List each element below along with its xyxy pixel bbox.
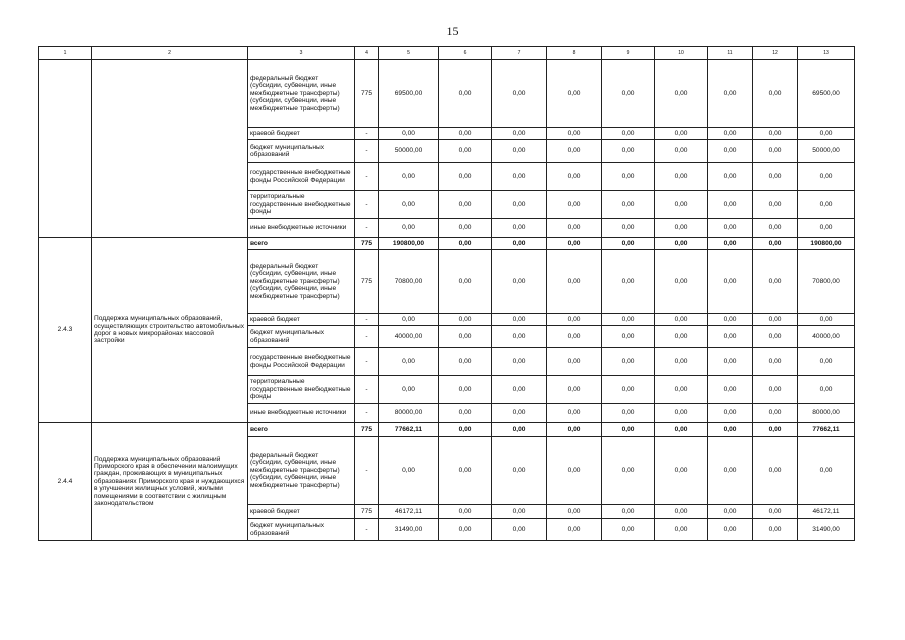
amount-cell: 0,00 — [655, 376, 708, 404]
amount-cell: 0,00 — [379, 219, 439, 238]
amount-cell: 0,00 — [547, 163, 602, 191]
column-header: 5 — [379, 47, 439, 60]
amount-cell: 0,00 — [655, 505, 708, 519]
amount-cell: 0,00 — [753, 60, 798, 128]
budget-table — [38, 46, 855, 541]
amount-cell: 31490,00 — [798, 519, 855, 541]
code-cell: 775 — [355, 238, 379, 250]
amount-cell: 0,00 — [439, 140, 492, 163]
code-cell: - — [355, 376, 379, 404]
funding-source: федеральный бюджет (субсидии, субвенции, иные межбюджетные трансферты) (субсидии, субвенции, иные межбюджетные трансферты) — [248, 60, 355, 128]
amount-cell: 0,00 — [492, 404, 547, 423]
amount-cell: 0,00 — [547, 348, 602, 376]
amount-cell: 0,00 — [655, 238, 708, 250]
amount-cell: 0,00 — [753, 314, 798, 326]
amount-cell: 31490,00 — [379, 519, 439, 541]
column-header: 1 — [39, 47, 92, 60]
amount-cell: 77662,11 — [379, 423, 439, 437]
amount-cell: 0,00 — [655, 404, 708, 423]
amount-cell: 0,00 — [439, 437, 492, 505]
amount-cell: 0,00 — [798, 219, 855, 238]
amount-cell: 0,00 — [492, 238, 547, 250]
amount-cell: 0,00 — [655, 191, 708, 219]
amount-cell: 0,00 — [602, 519, 655, 541]
amount-cell: 0,00 — [753, 219, 798, 238]
amount-cell: 77662,11 — [798, 423, 855, 437]
amount-cell: 0,00 — [708, 348, 753, 376]
code-cell: - — [355, 163, 379, 191]
amount-cell: 0,00 — [439, 314, 492, 326]
amount-cell: 0,00 — [798, 314, 855, 326]
amount-cell: 0,00 — [753, 376, 798, 404]
amount-cell: 0,00 — [753, 437, 798, 505]
funding-source: краевой бюджет — [248, 314, 355, 326]
amount-cell: 0,00 — [602, 423, 655, 437]
amount-cell: 0,00 — [602, 140, 655, 163]
amount-cell: 0,00 — [655, 140, 708, 163]
amount-cell: 0,00 — [753, 505, 798, 519]
amount-cell: 0,00 — [708, 326, 753, 348]
amount-cell: 0,00 — [798, 128, 855, 140]
funding-source: всего — [248, 238, 355, 250]
funding-source: всего — [248, 423, 355, 437]
amount-cell: 0,00 — [439, 348, 492, 376]
amount-cell: 0,00 — [798, 376, 855, 404]
funding-source: государственные внебюджетные фонды Российской Федерации — [248, 163, 355, 191]
column-header: 11 — [708, 47, 753, 60]
amount-cell: 0,00 — [602, 326, 655, 348]
amount-cell: 80000,00 — [798, 404, 855, 423]
amount-cell: 70800,00 — [798, 250, 855, 314]
amount-cell: 0,00 — [753, 140, 798, 163]
amount-cell: 0,00 — [439, 60, 492, 128]
table-row — [39, 60, 855, 128]
funding-source: бюджет муниципальных образований — [248, 140, 355, 163]
amount-cell: 0,00 — [547, 128, 602, 140]
column-header: 8 — [547, 47, 602, 60]
column-header: 7 — [492, 47, 547, 60]
item-name: Поддержка муниципальных образований, осуществляющих строительство автомобильных дорог в новых микрорайонах массовой застройки — [92, 238, 248, 423]
amount-cell: 0,00 — [708, 191, 753, 219]
amount-cell: 0,00 — [547, 191, 602, 219]
amount-cell: 0,00 — [708, 505, 753, 519]
amount-cell: 0,00 — [753, 519, 798, 541]
amount-cell: 0,00 — [708, 423, 753, 437]
amount-cell: 0,00 — [602, 376, 655, 404]
column-header: 9 — [602, 47, 655, 60]
amount-cell: 0,00 — [547, 326, 602, 348]
amount-cell: 0,00 — [798, 348, 855, 376]
amount-cell: 0,00 — [753, 128, 798, 140]
amount-cell: 0,00 — [753, 326, 798, 348]
amount-cell: 0,00 — [379, 314, 439, 326]
item-name — [92, 60, 248, 238]
code-cell: - — [355, 191, 379, 219]
funding-source: территориальные государственные внебюджетные фонды — [248, 376, 355, 404]
amount-cell: 0,00 — [439, 219, 492, 238]
amount-cell: 0,00 — [655, 250, 708, 314]
amount-cell: 0,00 — [602, 505, 655, 519]
amount-cell: 0,00 — [753, 250, 798, 314]
funding-source: федеральный бюджет (субсидии, субвенции, иные межбюджетные трансферты) (субсидии, субвенции, иные межбюджетные трансферты) — [248, 437, 355, 505]
amount-cell: 0,00 — [708, 128, 753, 140]
amount-cell: 0,00 — [602, 348, 655, 376]
amount-cell: 0,00 — [379, 348, 439, 376]
amount-cell: 0,00 — [492, 348, 547, 376]
amount-cell: 0,00 — [439, 191, 492, 219]
amount-cell: 0,00 — [798, 163, 855, 191]
amount-cell: 0,00 — [655, 163, 708, 191]
amount-cell: 0,00 — [602, 60, 655, 128]
amount-cell: 69500,00 — [798, 60, 855, 128]
header-row — [39, 47, 855, 60]
amount-cell: 0,00 — [798, 191, 855, 219]
amount-cell: 0,00 — [798, 437, 855, 505]
amount-cell: 0,00 — [547, 219, 602, 238]
amount-cell: 0,00 — [655, 219, 708, 238]
amount-cell: 0,00 — [708, 140, 753, 163]
amount-cell: 0,00 — [492, 437, 547, 505]
code-cell: - — [355, 314, 379, 326]
amount-cell: 0,00 — [492, 423, 547, 437]
amount-cell: 0,00 — [379, 128, 439, 140]
amount-cell: 0,00 — [708, 238, 753, 250]
amount-cell: 0,00 — [602, 163, 655, 191]
code-cell: - — [355, 326, 379, 348]
amount-cell: 0,00 — [547, 376, 602, 404]
amount-cell: 0,00 — [379, 191, 439, 219]
code-cell: 775 — [355, 505, 379, 519]
code-cell: - — [355, 348, 379, 376]
amount-cell: 0,00 — [379, 163, 439, 191]
amount-cell: 0,00 — [753, 238, 798, 250]
item-index: 2.4.3 — [39, 238, 92, 423]
amount-cell: 0,00 — [492, 128, 547, 140]
amount-cell: 0,00 — [439, 238, 492, 250]
column-header: 2 — [92, 47, 248, 60]
code-cell: - — [355, 404, 379, 423]
amount-cell: 0,00 — [753, 423, 798, 437]
table-body — [39, 60, 855, 541]
amount-cell: 50000,00 — [379, 140, 439, 163]
amount-cell: 0,00 — [439, 250, 492, 314]
amount-cell: 69500,00 — [379, 60, 439, 128]
code-cell: - — [355, 128, 379, 140]
amount-cell: 0,00 — [753, 191, 798, 219]
code-cell: 775 — [355, 250, 379, 314]
amount-cell: 0,00 — [602, 219, 655, 238]
amount-cell: 0,00 — [547, 238, 602, 250]
amount-cell: 0,00 — [655, 423, 708, 437]
page-number: 15 — [446, 24, 459, 38]
amount-cell: 0,00 — [708, 60, 753, 128]
amount-cell: 0,00 — [492, 191, 547, 219]
amount-cell: 0,00 — [492, 519, 547, 541]
amount-cell: 0,00 — [708, 404, 753, 423]
amount-cell: 0,00 — [439, 128, 492, 140]
amount-cell: 0,00 — [602, 437, 655, 505]
total-row — [39, 238, 855, 250]
amount-cell: 0,00 — [708, 376, 753, 404]
amount-cell: 46172,11 — [798, 505, 855, 519]
item-index — [39, 60, 92, 238]
amount-cell: 0,00 — [655, 128, 708, 140]
funding-source: краевой бюджет — [248, 128, 355, 140]
amount-cell: 40000,00 — [798, 326, 855, 348]
amount-cell: 0,00 — [547, 314, 602, 326]
amount-cell: 0,00 — [492, 219, 547, 238]
amount-cell: 0,00 — [602, 314, 655, 326]
amount-cell: 0,00 — [753, 404, 798, 423]
code-cell: - — [355, 219, 379, 238]
funding-source: иные внебюджетные источники — [248, 404, 355, 423]
amount-cell: 0,00 — [708, 250, 753, 314]
item-name: Поддержка муниципальных образований Приморского края в обеспечении малоимущих граждан, проживающих в муниципальных образованиях Приморского края и нуждающихся в улучшении жилищных условий, жилыми помещениями в соответствии с жилищным законодательством — [92, 423, 248, 541]
funding-source: иные внебюджетные источники — [248, 219, 355, 238]
amount-cell: 190800,00 — [798, 238, 855, 250]
amount-cell: 0,00 — [753, 163, 798, 191]
code-cell: - — [355, 140, 379, 163]
code-cell: 775 — [355, 60, 379, 128]
amount-cell: 0,00 — [655, 348, 708, 376]
amount-cell: 0,00 — [379, 376, 439, 404]
item-index: 2.4.4 — [39, 423, 92, 541]
amount-cell: 0,00 — [655, 326, 708, 348]
column-header: 10 — [655, 47, 708, 60]
amount-cell: 0,00 — [708, 219, 753, 238]
amount-cell: 0,00 — [708, 163, 753, 191]
amount-cell: 0,00 — [547, 404, 602, 423]
amount-cell: 40000,00 — [379, 326, 439, 348]
amount-cell: 80000,00 — [379, 404, 439, 423]
amount-cell: 0,00 — [492, 140, 547, 163]
amount-cell: 0,00 — [439, 519, 492, 541]
amount-cell: 0,00 — [547, 250, 602, 314]
amount-cell: 0,00 — [439, 423, 492, 437]
funding-source: государственные внебюджетные фонды Российской Федерации — [248, 348, 355, 376]
column-header: 6 — [439, 47, 492, 60]
amount-cell: 0,00 — [753, 348, 798, 376]
amount-cell: 0,00 — [492, 250, 547, 314]
column-header: 12 — [753, 47, 798, 60]
amount-cell: 0,00 — [655, 314, 708, 326]
amount-cell: 0,00 — [492, 60, 547, 128]
amount-cell: 0,00 — [602, 250, 655, 314]
code-cell: 775 — [355, 423, 379, 437]
amount-cell: 0,00 — [379, 437, 439, 505]
amount-cell: 0,00 — [708, 314, 753, 326]
amount-cell: 0,00 — [547, 519, 602, 541]
amount-cell: 0,00 — [547, 140, 602, 163]
amount-cell: 0,00 — [439, 163, 492, 191]
amount-cell: 0,00 — [439, 326, 492, 348]
amount-cell: 0,00 — [655, 60, 708, 128]
amount-cell: 0,00 — [492, 163, 547, 191]
amount-cell: 0,00 — [547, 60, 602, 128]
code-cell: - — [355, 519, 379, 541]
table-header — [39, 47, 855, 60]
column-header: 3 — [248, 47, 355, 60]
column-header: 4 — [355, 47, 379, 60]
amount-cell: 0,00 — [492, 326, 547, 348]
funding-source: федеральный бюджет (субсидии, субвенции, иные межбюджетные трансферты) (субсидии, субвенции, иные межбюджетные трансферты) — [248, 250, 355, 314]
code-cell: - — [355, 437, 379, 505]
amount-cell: 0,00 — [439, 404, 492, 423]
amount-cell: 0,00 — [708, 519, 753, 541]
amount-cell: 70800,00 — [379, 250, 439, 314]
funding-source: бюджет муниципальных образований — [248, 519, 355, 541]
amount-cell: 0,00 — [492, 314, 547, 326]
amount-cell: 46172,11 — [379, 505, 439, 519]
funding-source: территориальные государственные внебюджетные фонды — [248, 191, 355, 219]
amount-cell: 0,00 — [492, 505, 547, 519]
amount-cell: 0,00 — [655, 437, 708, 505]
amount-cell: 50000,00 — [798, 140, 855, 163]
amount-cell: 0,00 — [602, 404, 655, 423]
funding-source: бюджет муниципальных образований — [248, 326, 355, 348]
amount-cell: 0,00 — [547, 505, 602, 519]
amount-cell: 0,00 — [547, 437, 602, 505]
funding-source: краевой бюджет — [248, 505, 355, 519]
amount-cell: 0,00 — [439, 376, 492, 404]
amount-cell: 0,00 — [602, 128, 655, 140]
amount-cell: 0,00 — [708, 437, 753, 505]
amount-cell: 0,00 — [439, 505, 492, 519]
amount-cell: 0,00 — [602, 191, 655, 219]
amount-cell: 190800,00 — [379, 238, 439, 250]
amount-cell: 0,00 — [602, 238, 655, 250]
amount-cell: 0,00 — [492, 376, 547, 404]
total-row — [39, 423, 855, 437]
amount-cell: 0,00 — [655, 519, 708, 541]
amount-cell: 0,00 — [547, 423, 602, 437]
column-header: 13 — [798, 47, 855, 60]
